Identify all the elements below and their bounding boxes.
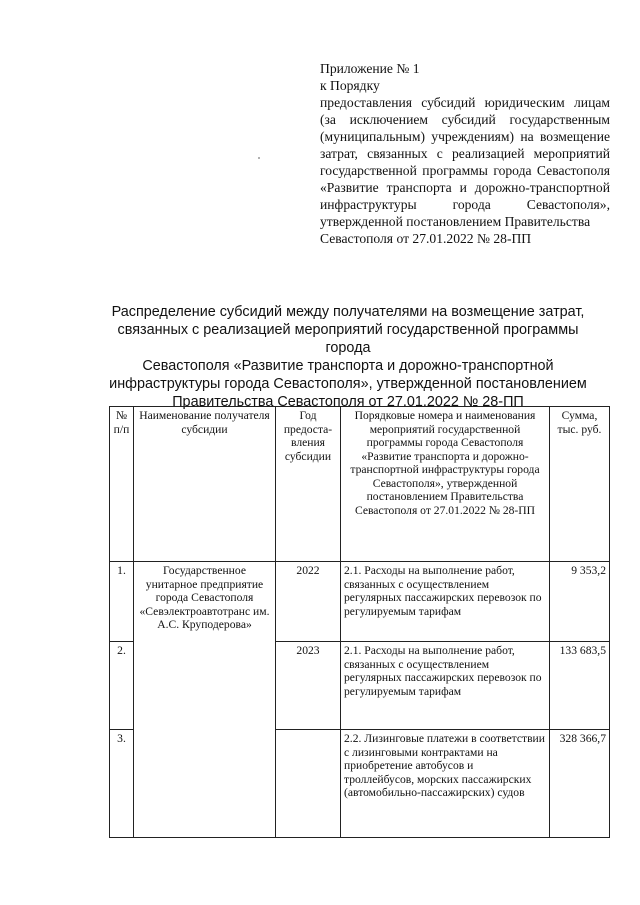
row-year: 2022: [276, 562, 341, 642]
row-activity: 2.1. Расходы на выполнение работ, связанных с осуществлением регулярных пассажирских перевозок по регулируемым тарифам: [341, 562, 550, 642]
appendix-last-line: Севастополя от 27.01.2022 № 28-ПП: [320, 231, 532, 246]
row-activity: 2.2. Лизинговые платежи в соответствии с лизинговыми контрактами на приобретение автобусов и троллейбусов, морских пассажирских (автомобильно-пассажирских) судов: [341, 730, 550, 838]
row-num: 2.: [110, 642, 134, 730]
scan-speck: [258, 157, 260, 159]
header-recipient: Наименование получателя субсидии: [134, 407, 276, 562]
header-sum: Сумма, тыс. руб.: [550, 407, 610, 562]
title-line-5: Правительства Севастополя от 27.01.2022 № 28-ПП: [172, 394, 524, 410]
appendix-block: [320, 60, 610, 247]
title-line-1: Распределение субсидий между получателями на возмещение затрат,: [111, 304, 585, 320]
row-activity: 2.1. Расходы на выполнение работ, связанных с осуществлением регулярных пассажирских перевозок по регулируемым тарифам: [341, 642, 550, 730]
table-row: [110, 562, 610, 642]
row-year: 2023: [276, 642, 341, 730]
title-line-3: Севастополя «Развитие транспорта и дорожно-транспортной: [142, 358, 554, 374]
table-header-row: [110, 407, 610, 562]
title-line-4: инфраструктуры города Севастополя», утвержденной постановлением: [109, 376, 587, 392]
row-sum: 9 353,2: [550, 562, 610, 642]
row-sum: 328 366,7: [550, 730, 610, 838]
appendix-body: предоставления субсидий юридическим лицам (за исключением субсидий государственным (муниципальным) учреждениям) на возмещение затрат, связанных с реализацией мероприятий государственной программы города Севастополя «Развитие транспорта и дорожно-транспортной инфраструктуры города Севастополя», утвержденной постановлением Правительства: [320, 95, 610, 229]
row-num: 1.: [110, 562, 134, 642]
header-activity: Порядковые номера и наименования мероприятий государственной программы города Севастополя «Развитие транспорта и дорожно-транспортной инфраструктуры города Севастополя», утвержденной постановлением Правительства Севастополя от 27.01.2022 № 28-ПП: [341, 407, 550, 562]
header-year: Год предоста-вления субсидии: [276, 407, 341, 562]
row-year: [276, 730, 341, 838]
title-line-2: связанных с реализацией мероприятий государственной программы города: [117, 322, 579, 356]
subsidy-table: [109, 406, 610, 838]
document-title: [104, 303, 592, 411]
appendix-number: Приложение № 1: [320, 61, 420, 76]
row-num: 3.: [110, 730, 134, 838]
recipient-name: Государственное унитарное предприятие города Севастополя «Севэлектроавтотранс им. А.С. Круподерова»: [134, 562, 276, 838]
header-num: № п/п: [110, 407, 134, 562]
appendix-to-procedure: к Порядку: [320, 78, 380, 93]
row-sum: 133 683,5: [550, 642, 610, 730]
